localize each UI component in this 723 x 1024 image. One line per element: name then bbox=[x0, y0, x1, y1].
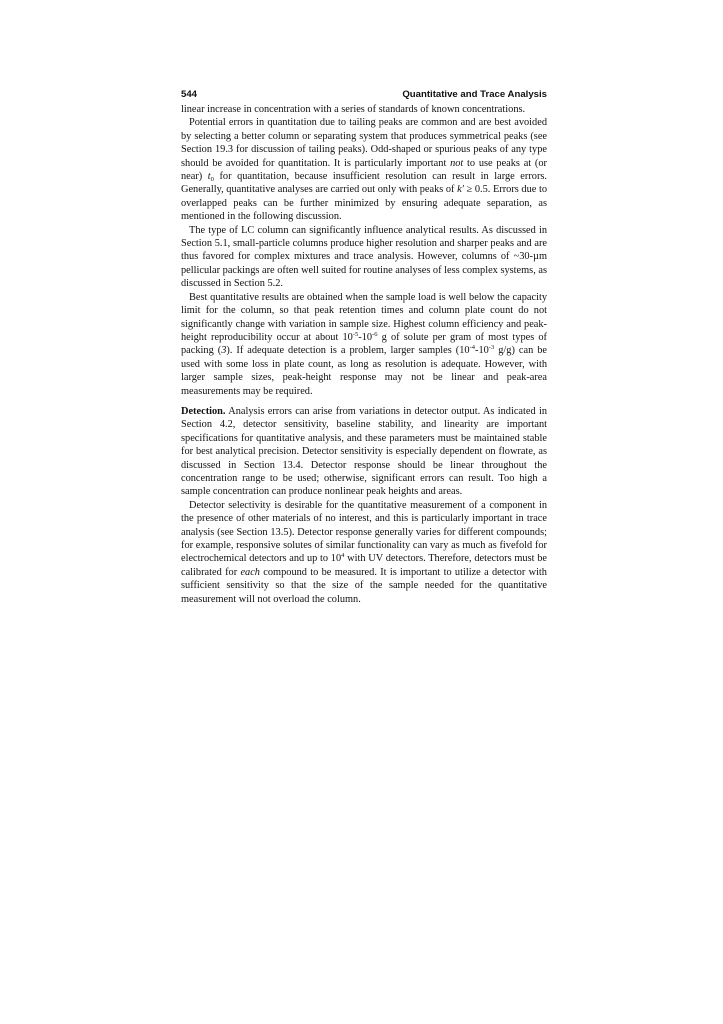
exponent: -3 bbox=[488, 344, 495, 352]
page-number: 544 bbox=[181, 89, 198, 100]
paragraph-sample-load: Best quantitative results are obtained when the sample load is well below the capacity limit for the column, so that peak retention times and column plate count do not significantly change with variation in sample size. Highest column efficiency and peak-height reproducibility occur at about $10^{-5}-10^{-6}$ g of solute per gram of most types of packing (3). If adequate detection is a problem, larger samples ($10^{-4}-10^{-3}$ g/g) can be used with some loss in plate count, as long as resolution is adequate. However, with larger sample sizes, peak-height response may not be linear and peak-area measurements may be required. bbox=[181, 291, 548, 397]
text-column bbox=[181, 103, 547, 606]
paragraph-column-type: The type of LC column can significantly influence analytical results. As discussed in Section 5.1, small-particle columns produce higher resolution and sharper peaks and are thus favored for complex mixtures and trace analysis. However, columns of ~30-µm pellicular packings are often well suited for routine analyses of less complex systems, as discussed in Section 5.2. bbox=[181, 224, 547, 290]
paragraph-tailing-peaks: Potential errors in quantitation due to tailing peaks are common and are best avoided by selecting a better column or separating system that produces symmetrical peaks (see Section 19.3 for discussion of tailing peaks). Odd-shaped or spurious peaks of any type should be avoided for quantitation. It is particularly important not to use peaks at (or near) $t_0$ for quantitation, because insufficient resolution can result in large errors. Generally, quantitative analyses are carried out only with peaks of k′ ≥ 0.5. Errors due to overlapped peaks can be further minimized by ensuring adequate separation, as mentioned in the following discussion. bbox=[181, 117, 547, 223]
paragraph-detection: Detection. Analysis errors can arise from variations in detector output. As indicated in Section 4.2, detector sensitivity, baseline stability, and linearity are important specifications for quantitative analysis, and these parameters must be maintained stable for best analytical precision. Detector sensitivity is especially dependent on flowrate, as discussed in Section 13.4. Detector response should be linear throughout the concentration range to be used; otherwise, significant errors can result. Too high a sample concentration can produce nonlinear peak heights and areas. bbox=[181, 405, 547, 498]
reference-number: 3 bbox=[221, 345, 227, 357]
emphasis-not: not bbox=[450, 157, 464, 169]
symbol-k-prime: k′ bbox=[457, 184, 464, 196]
exponent: -6 bbox=[372, 330, 378, 338]
section-heading-detection: Detection. bbox=[181, 405, 226, 417]
symbol-t: t bbox=[207, 171, 211, 183]
exponent: 4 bbox=[341, 552, 345, 560]
emphasis-each: each bbox=[240, 566, 260, 578]
exponent: -5 bbox=[352, 330, 359, 338]
running-title: Quantitative and Trace Analysis bbox=[402, 89, 547, 100]
subscript-zero: 0 bbox=[210, 176, 214, 184]
running-header bbox=[181, 88, 547, 102]
exponent: -4 bbox=[469, 344, 475, 352]
paragraph-detector-selectivity: Detector selectivity is desirable for the quantitative measurement of a component in the presence of other materials of no interest, and this is particularly important in trace analysis (see Section 13.5). Detector response generally varies for different compounds; for example, responsive solutes of similar functionality can vary as much as fivefold for electrochemical detectors and up to $10^4$ with UV detectors. Therefore, detectors must be calibrated for each compound to be measured. It is important to utilize a detector with sufficient sensitivity so that the size of the sample needed for the quantitative measurement will not overload the column. bbox=[181, 499, 548, 605]
paragraph-continuation: linear increase in concentration with a series of standards of known concentrations. bbox=[181, 104, 526, 115]
